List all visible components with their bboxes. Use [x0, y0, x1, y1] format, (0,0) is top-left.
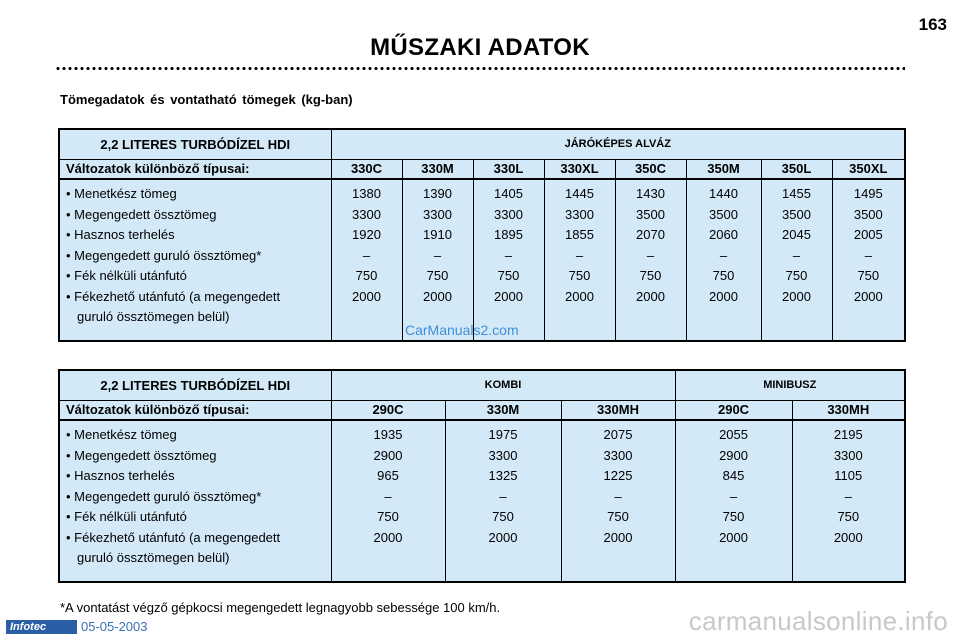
row-label: • Hasznos terhelés — [66, 227, 175, 242]
chassis-spec-table — [58, 128, 906, 342]
row-label: • Hasznos terhelés — [66, 468, 175, 483]
cell-value: 2000 — [719, 529, 748, 545]
spacer — [332, 548, 445, 569]
table2-values-290c — [331, 420, 445, 582]
table2-values-330mh — [561, 420, 675, 582]
cell-value: – — [719, 247, 728, 263]
spacer — [762, 307, 832, 328]
cell-value: 1910 — [423, 227, 452, 242]
table1-variant-350m: 350M — [686, 159, 761, 179]
table1-variant-330c: 330C — [331, 159, 402, 179]
table1-variant-350c: 350C — [615, 159, 686, 179]
table1-variant-330m: 330M — [402, 159, 473, 179]
cell-value: 1920 — [352, 227, 381, 242]
cell-value: 2075 — [603, 427, 633, 442]
table1-engine-header: 2,2 LITERES TURBÓDÍZEL HDI — [59, 129, 331, 159]
row-label: • Fékezhető utánfutó (a megengedett — [66, 288, 281, 304]
cell-value: 2000 — [352, 288, 381, 304]
table1-values-330xl — [544, 179, 615, 341]
cell-value: 3300 — [833, 447, 863, 463]
spacer — [446, 548, 561, 569]
table1-values-350c — [615, 179, 686, 341]
cell-value: – — [499, 488, 507, 504]
row-label: • Fék nélküli utánfutó — [66, 268, 187, 283]
cell-value: 2900 — [719, 447, 748, 463]
cell-value: 2045 — [782, 227, 811, 242]
row-label: guruló össztömegen belül) — [77, 309, 230, 324]
cell-value: 750 — [492, 509, 514, 524]
cell-value: 3300 — [494, 206, 523, 222]
spacer — [562, 548, 675, 569]
table1-row-labels — [59, 179, 331, 341]
cell-value: 1495 — [853, 186, 883, 201]
cell-value: 2000 — [488, 529, 518, 545]
table1-variant-350xl: 350XL — [832, 159, 905, 179]
cell-value: 750 — [712, 268, 735, 283]
cell-value: 750 — [857, 268, 880, 283]
cell-value: 3300 — [565, 206, 594, 222]
cell-value: – — [575, 247, 584, 263]
table2-variants-label: Változatok különböző típusai: — [59, 400, 331, 420]
cell-value: – — [729, 488, 738, 504]
page-title: MŰSZAKI ADATOK — [370, 34, 590, 61]
table2-variant-330m: 330M — [445, 400, 561, 420]
spacer — [545, 307, 615, 328]
row-label: • Menetkész tömeg — [66, 186, 177, 201]
cell-value: 2055 — [719, 427, 748, 442]
cell-value: 2900 — [373, 447, 403, 463]
cell-value: 845 — [722, 468, 745, 483]
cell-value: 2000 — [782, 288, 811, 304]
cell-value: 1225 — [603, 468, 633, 483]
spacer — [833, 307, 905, 328]
row-label: • Megengedett össztömeg — [66, 206, 217, 222]
cell-value: – — [384, 488, 392, 504]
row-label: • Megengedett össztömeg — [66, 447, 217, 463]
cell-value: 2000 — [853, 288, 883, 304]
table2-engine-header: 2,2 LITERES TURBÓDÍZEL HDI — [59, 370, 331, 400]
section-heading: Tömegadatok és vontatható tömegek (kg-ban) — [60, 92, 353, 107]
table2-variant-330mh-minibus: 330MH — [792, 400, 905, 420]
cell-value: 3300 — [423, 206, 452, 222]
cell-value: 750 — [377, 509, 399, 524]
cell-value: 1440 — [709, 186, 738, 201]
table1-group-header: JÁRÓKÉPES ALVÁZ — [331, 129, 905, 159]
table1-values-350m — [686, 179, 761, 341]
table1-values-330m — [402, 179, 473, 341]
cell-value: – — [792, 247, 801, 263]
spacer — [616, 307, 686, 328]
table1-values-330c — [331, 179, 402, 341]
row-label: guruló össztömegen belül) — [77, 550, 230, 565]
spacer — [332, 307, 402, 328]
cell-value: 750 — [722, 509, 745, 524]
spacer — [793, 548, 905, 569]
spacer — [687, 307, 761, 328]
cell-value: 2000 — [494, 288, 523, 304]
cell-value: 3300 — [488, 447, 518, 463]
cell-value: 3500 — [782, 206, 811, 222]
table1-variant-330xl: 330XL — [544, 159, 615, 179]
cell-value: 750 — [426, 268, 449, 283]
cell-value: 2000 — [709, 288, 738, 304]
cell-value: 2000 — [423, 288, 452, 304]
cell-value: – — [614, 488, 622, 504]
cell-value: – — [433, 247, 442, 263]
infotec-logo: Infotec — [6, 620, 77, 634]
cell-value: 1390 — [423, 186, 452, 201]
footer-date: 05-05-2003 — [81, 619, 148, 634]
cell-value: 1380 — [352, 186, 381, 201]
cell-value: 2005 — [853, 227, 883, 242]
cell-value: 1325 — [488, 468, 518, 483]
cell-value: 3500 — [853, 206, 883, 222]
cell-value: 2000 — [565, 288, 594, 304]
table1-values-350xl — [832, 179, 905, 341]
watermark-carmanuals: CarManuals2.com — [405, 322, 519, 338]
cell-value: 750 — [785, 268, 808, 283]
cell-value: – — [844, 488, 852, 504]
row-label: • Menetkész tömeg — [66, 427, 177, 442]
cell-value: 2000 — [603, 529, 633, 545]
cell-value: 750 — [837, 509, 860, 524]
cell-value: – — [646, 247, 655, 263]
table2-values-290c-minibus — [675, 420, 792, 582]
cell-value: – — [864, 247, 872, 263]
cell-value: 750 — [568, 268, 591, 283]
row-label: • Megengedett guruló össztömeg* — [66, 488, 262, 504]
cell-value: 1855 — [565, 227, 594, 242]
row-label: • Fékezhető utánfutó (a megengedett — [66, 529, 281, 545]
cell-value: 750 — [607, 509, 629, 524]
table1-variant-350l: 350L — [761, 159, 832, 179]
table2-variant-330mh: 330MH — [561, 400, 675, 420]
table1-variants-label: Változatok különböző típusai: — [59, 159, 331, 179]
footnote: *A vontatást végző gépkocsi megengedett legnagyobb sebessége 100 km/h. — [60, 600, 501, 615]
cell-value: 3300 — [352, 206, 381, 222]
cell-value: 1405 — [494, 186, 523, 201]
cell-value: 750 — [639, 268, 662, 283]
table2-row-labels — [59, 420, 331, 582]
cell-value: 2000 — [373, 529, 403, 545]
page-number: 163 — [918, 15, 947, 34]
table1-variant-330l: 330L — [473, 159, 544, 179]
row-label: • Megengedett guruló össztömeg* — [66, 247, 262, 263]
row-label: • Fék nélküli utánfutó — [66, 509, 187, 524]
table1-values-330l — [473, 179, 544, 341]
cell-value: – — [362, 247, 371, 263]
table1-values-350l — [761, 179, 832, 341]
table2-values-330m — [445, 420, 561, 582]
cell-value: 2060 — [709, 227, 738, 242]
cell-value: 1935 — [373, 427, 403, 442]
cell-value: 965 — [377, 468, 399, 483]
dotted-divider — [55, 66, 905, 71]
cell-value: 1975 — [488, 427, 518, 442]
cell-value: 2000 — [636, 288, 665, 304]
cell-value: 1455 — [782, 186, 811, 201]
cell-value: 1105 — [834, 468, 863, 483]
cell-value: 2195 — [833, 427, 863, 442]
cell-value: 1430 — [636, 186, 665, 201]
cell-value: 750 — [497, 268, 520, 283]
table2-values-330mh-minibus — [792, 420, 905, 582]
table2-kombi-header: KOMBI — [331, 370, 675, 400]
watermark-carmanualsonline: carmanualsonline.info — [688, 606, 948, 636]
cell-value: 1895 — [494, 227, 523, 242]
cell-value: 1445 — [565, 186, 594, 201]
kombi-minibus-spec-table — [58, 369, 906, 583]
cell-value: 2000 — [833, 529, 863, 545]
cell-value: 3500 — [636, 206, 665, 222]
cell-value: 750 — [355, 268, 378, 283]
table2-variant-290c-minibus: 290C — [675, 400, 792, 420]
spacer — [676, 548, 792, 569]
cell-value: – — [504, 247, 513, 263]
table2-variant-290c: 290C — [331, 400, 445, 420]
cell-value: 2070 — [636, 227, 665, 242]
cell-value: 3500 — [709, 206, 738, 222]
cell-value: 3300 — [603, 447, 633, 463]
table2-minibusz-header: MINIBUSZ — [675, 370, 905, 400]
